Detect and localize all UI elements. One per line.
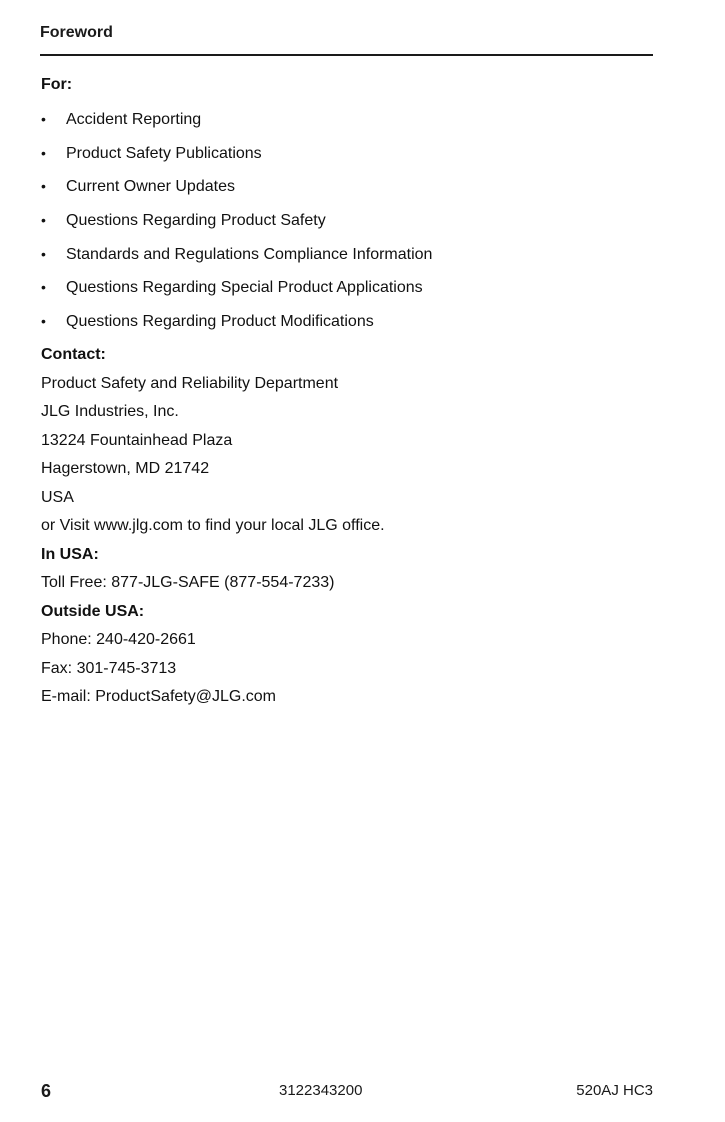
list-item-label: Questions Regarding Product Safety xyxy=(66,212,326,230)
phone-number: Phone: 240-420-2661 xyxy=(41,631,196,648)
list-item-label: Accident Reporting xyxy=(66,111,202,128)
contact-heading: Contact: xyxy=(41,346,106,363)
bullet-icon: • xyxy=(41,212,46,229)
bullet-icon: • xyxy=(41,178,46,195)
outside-usa-heading: Outside USA: xyxy=(41,602,145,620)
list-item xyxy=(41,141,432,175)
city-state-zip: Hagerstown, MD 21742 xyxy=(41,460,210,477)
contact-section xyxy=(41,343,385,714)
in-usa-heading: In USA: xyxy=(41,545,99,563)
model-name: 520AJ HC3 xyxy=(576,1082,653,1099)
list-item-label: Standards and Regulations Compliance Information xyxy=(66,245,433,263)
website-note: or Visit www.jlg.com to find your local JLG office. xyxy=(41,517,385,534)
country: USA xyxy=(41,488,74,506)
document-number: 3122343200 xyxy=(279,1082,363,1099)
bullet-icon: • xyxy=(41,144,46,161)
street-address: 13224 Fountainhead Plaza xyxy=(41,431,233,449)
list-item xyxy=(41,107,432,141)
list-item xyxy=(41,208,432,242)
list-item-label: Questions Regarding Product Modifications xyxy=(66,313,374,331)
bullet-icon: • xyxy=(41,313,46,330)
department-name: Product Safety and Reliability Department xyxy=(41,374,339,392)
fax-number: Fax: 301-745-3713 xyxy=(41,659,177,677)
page-title: Foreword xyxy=(40,24,113,41)
list-item-label: Current Owner Updates xyxy=(66,178,235,196)
email-address: E-mail: ProductSafety@JLG.com xyxy=(41,688,276,705)
list-item-label: Questions Regarding Special Product Applications xyxy=(66,279,423,297)
company-name: JLG Industries, Inc. xyxy=(41,403,179,420)
toll-free-number: Toll Free: 877-JLG-SAFE (877-554-7233) xyxy=(41,574,335,591)
list-item xyxy=(41,174,432,208)
for-heading: For: xyxy=(41,76,73,93)
topics-list xyxy=(41,107,432,343)
list-item xyxy=(41,275,432,309)
bullet-icon: • xyxy=(41,111,46,127)
page-number: 6 xyxy=(41,1081,52,1101)
list-item xyxy=(41,242,432,276)
bullet-icon: • xyxy=(41,245,46,262)
header-divider xyxy=(40,54,653,56)
list-item xyxy=(41,309,432,343)
list-item-label: Product Safety Publications xyxy=(66,144,262,162)
bullet-icon: • xyxy=(41,279,46,296)
